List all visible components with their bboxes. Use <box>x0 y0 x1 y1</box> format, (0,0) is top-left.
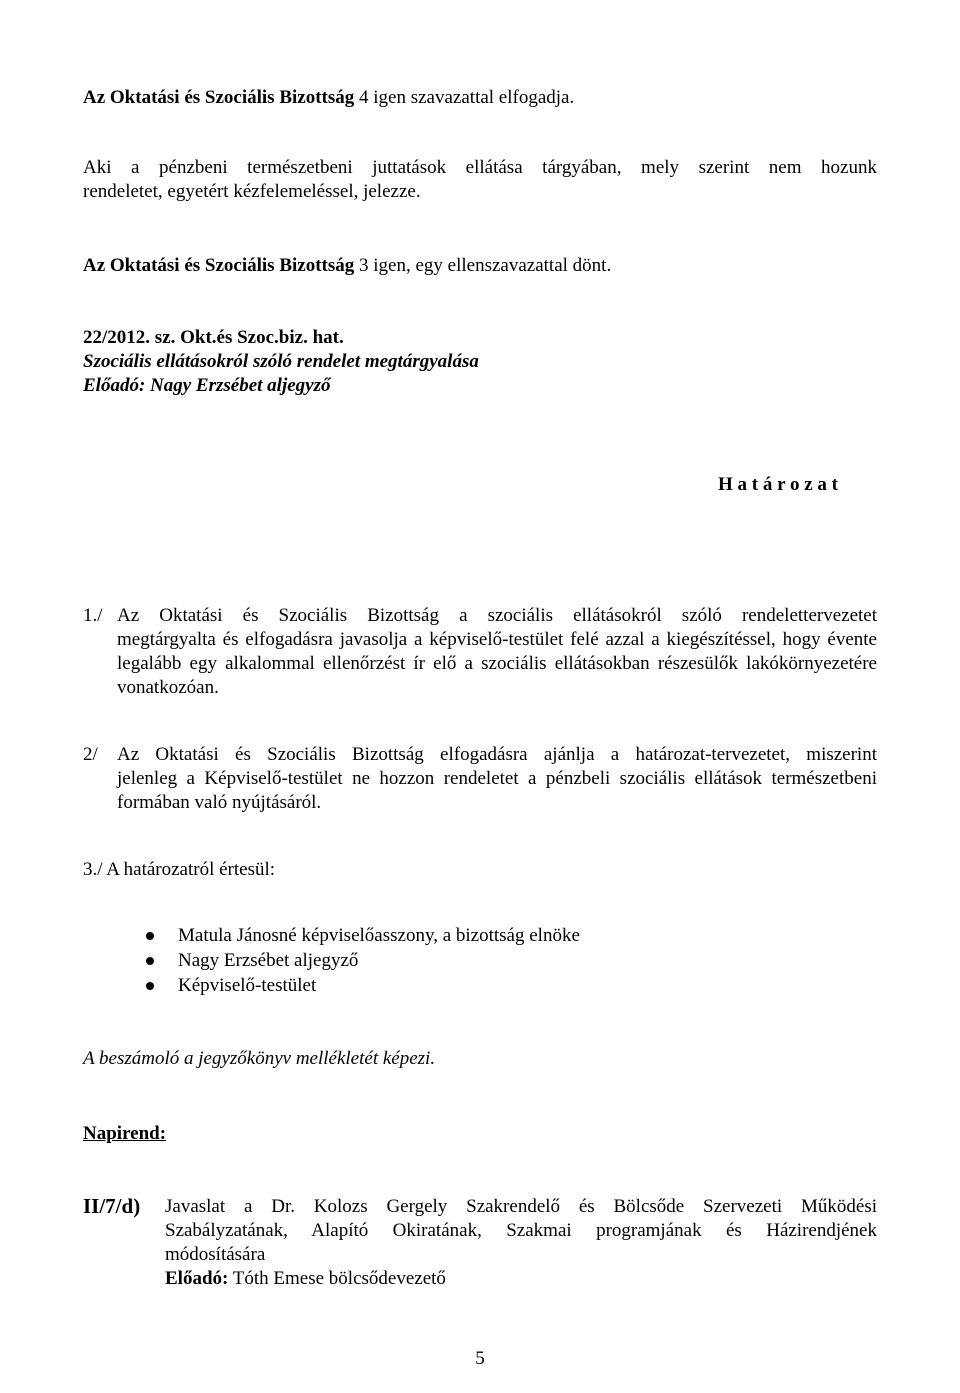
bullet-icon <box>146 982 154 990</box>
point-1-line-1: Az Oktatási és Szociális Bizottság a szociális ellátásokról szóló rendelettervezetet <box>117 605 877 626</box>
point-2-text: jelenleg a Képviselő-testület ne hozzon rendeletet a pénzbeli szociális ellátások természetbeni formában való nyújtásáról. <box>117 768 877 813</box>
agenda-label: Napirend: <box>83 1123 167 1144</box>
point-3-text: 3./ A határozatról értesül: <box>83 859 276 880</box>
committee-name: Az Oktatási és Szociális Bizottság <box>83 255 355 276</box>
point-2-number: 2/ <box>83 744 98 765</box>
resolution-subject: Szociális ellátásokról szóló rendelet megtárgyalása <box>83 351 479 372</box>
bullet-icon <box>146 932 154 940</box>
vote-result-1: Az Oktatási és Szociális Bizottság 4 igen szavazattal elfogadja. <box>83 87 575 108</box>
vote-call-line-2: rendeletet, egyetért kézfelemeléssel, jelezze. <box>83 181 421 202</box>
point-1-text: megtárgyalta és elfogadásra javasolja a képviselő-testület felé azzal a kiegészítéssel, hogy évente legalább egy alkalommal ellenőrzést ír elő a szociális ellátásokban részesülők lakókörnyezetére vonatkozóan. <box>117 629 877 698</box>
committee-name: Az Oktatási és Szociális Bizottság <box>83 87 355 108</box>
resolution-number: 22/2012. sz. Okt.és Szoc.biz. hat. <box>83 327 344 348</box>
recipient-item: Nagy Erzsébet aljegyző <box>178 950 359 971</box>
resolution-presenter: Előadó: Nagy Erzsébet aljegyző <box>83 375 331 396</box>
vote-call-line-1: Aki a pénzbeni természetbeni juttatások ellátása tárgyában, mely szerint nem hozunk <box>83 157 877 178</box>
resolution-heading: H a t á r o z a t <box>718 474 838 495</box>
agenda-item-title-line-3: módosítására <box>165 1244 266 1265</box>
point-2-line-1: Az Oktatási és Szociális Bizottság elfogadásra ajánlja a határozat-tervezetet, miszerint <box>117 744 877 765</box>
agenda-item-title-line-1: Javaslat a Dr. Kolozs Gergely Szakrendelő és Bölcsőde Szervezeti Működési <box>165 1196 877 1217</box>
bullet-icon <box>146 957 154 965</box>
recipient-item: Matula Jánosné képviselőasszony, a bizottság elnöke <box>178 925 580 946</box>
annex-note: A beszámoló a jegyzőkönyv mellékletét képezi. <box>83 1048 436 1069</box>
agenda-item-number: II/7/d) <box>83 1194 141 1218</box>
presenter-label: Előadó: <box>165 1268 229 1289</box>
recipient-item: Képviselő-testület <box>178 975 317 996</box>
point-1-number: 1./ <box>83 605 103 626</box>
agenda-presenter: Előadó: Tóth Emese bölcsődevezető <box>165 1268 446 1289</box>
agenda-item-title-line-2: Szabályzatának, Alapító Okiratának, Szakmai programjának és Házirendjének <box>165 1220 877 1241</box>
vote-result-2: Az Oktatási és Szociális Bizottság 3 igen, egy ellenszavazattal dönt. <box>83 255 612 276</box>
page-number: 5 <box>475 1348 485 1369</box>
